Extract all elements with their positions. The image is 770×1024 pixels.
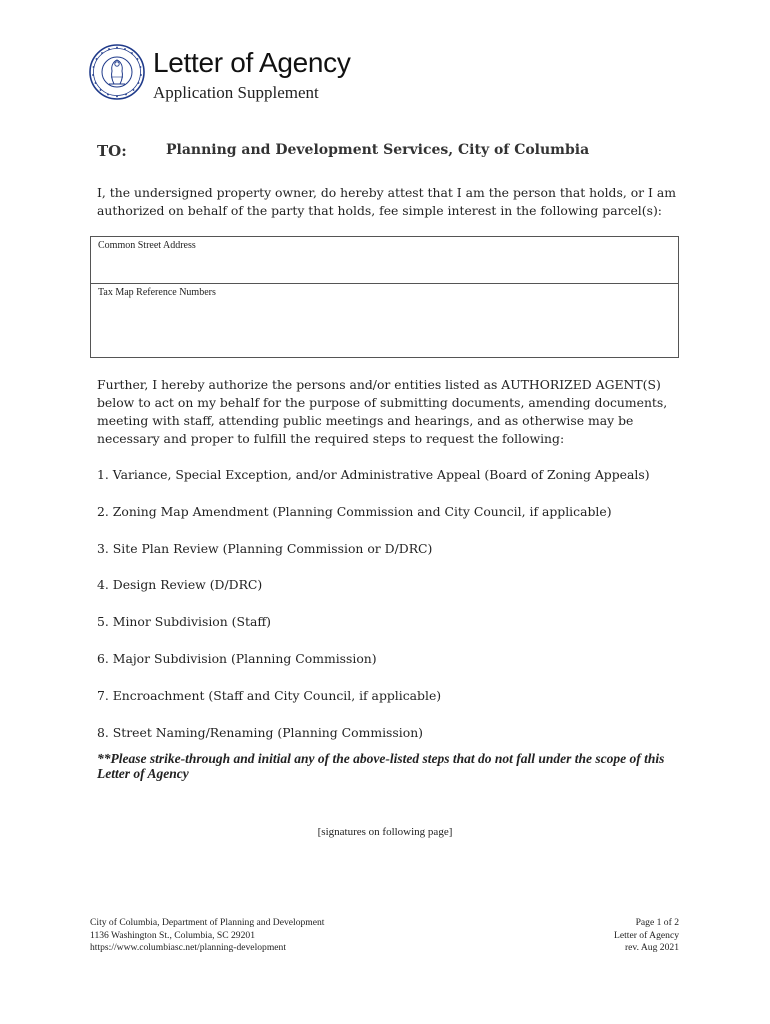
parcel-table bbox=[90, 236, 679, 358]
footer-department: City of Columbia, Department of Planning and Development bbox=[90, 917, 325, 928]
street-address-label: Common Street Address bbox=[98, 240, 196, 251]
addressee-label: TO: bbox=[97, 142, 127, 160]
list-item: 3. Site Plan Review (Planning Commission or D/DRC) bbox=[97, 540, 433, 556]
street-address-field[interactable] bbox=[91, 237, 678, 284]
document-subtitle: Application Supplement bbox=[153, 83, 319, 102]
signature-page-note: [signatures on following page] bbox=[317, 826, 453, 838]
footer-url: https://www.columbiasc.net/planning-development bbox=[90, 942, 287, 953]
list-item: 7. Encroachment (Staff and City Council, if applicable) bbox=[97, 687, 442, 703]
tax-map-label: Tax Map Reference Numbers bbox=[98, 287, 216, 298]
footer-address bbox=[90, 917, 324, 955]
list-item: 6. Major Subdivision (Planning Commission) bbox=[97, 650, 377, 666]
revision-date: rev. Aug 2021 bbox=[624, 942, 679, 953]
list-item: 4. Design Review (D/DRC) bbox=[97, 577, 263, 593]
list-item: 5. Minor Subdivision (Staff) bbox=[97, 614, 271, 630]
authorization-paragraph: Further, I hereby authorize the persons and/or entities listed as AUTHORIZED AGENT(S) below to act on my behalf for the purpose of submitting documents, amending documents, meeting with staff, attending public meetings and hearings, and as otherwise may be necessary and proper to fulfill the required steps to request the following: bbox=[97, 377, 668, 446]
requested-steps-list bbox=[97, 467, 697, 761]
strike-through-note: **Please strike-through and initial any of the above-listed steps that do not fall under the scope of this Letter of Agency bbox=[97, 751, 665, 781]
addressee-value: Planning and Development Services, City of Columbia bbox=[166, 142, 590, 158]
footer-doc-name: Letter of Agency bbox=[614, 929, 679, 941]
tax-map-field[interactable] bbox=[91, 284, 678, 357]
footer-page-info bbox=[614, 917, 679, 955]
document-title: Letter of Agency bbox=[153, 47, 351, 78]
city-of-columbia-seal-icon bbox=[89, 44, 145, 100]
page-number: Page 1 of 2 bbox=[635, 917, 679, 928]
intro-paragraph: I, the undersigned property owner, do hereby attest that I am the person that holds, or I am authorized on behalf of the party that holds, fee simple interest in the following parcel(s): bbox=[97, 185, 677, 218]
list-item: 1. Variance, Special Exception, and/or Administrative Appeal (Board of Zoning Appeals) bbox=[97, 467, 650, 482]
list-item: 2. Zoning Map Amendment (Planning Commission and City Council, if applicable) bbox=[97, 503, 612, 519]
footer-street: 1136 Washington St., Columbia, SC 29201 bbox=[90, 929, 255, 941]
list-item: 8. Street Naming/Renaming (Planning Commission) bbox=[97, 724, 424, 740]
